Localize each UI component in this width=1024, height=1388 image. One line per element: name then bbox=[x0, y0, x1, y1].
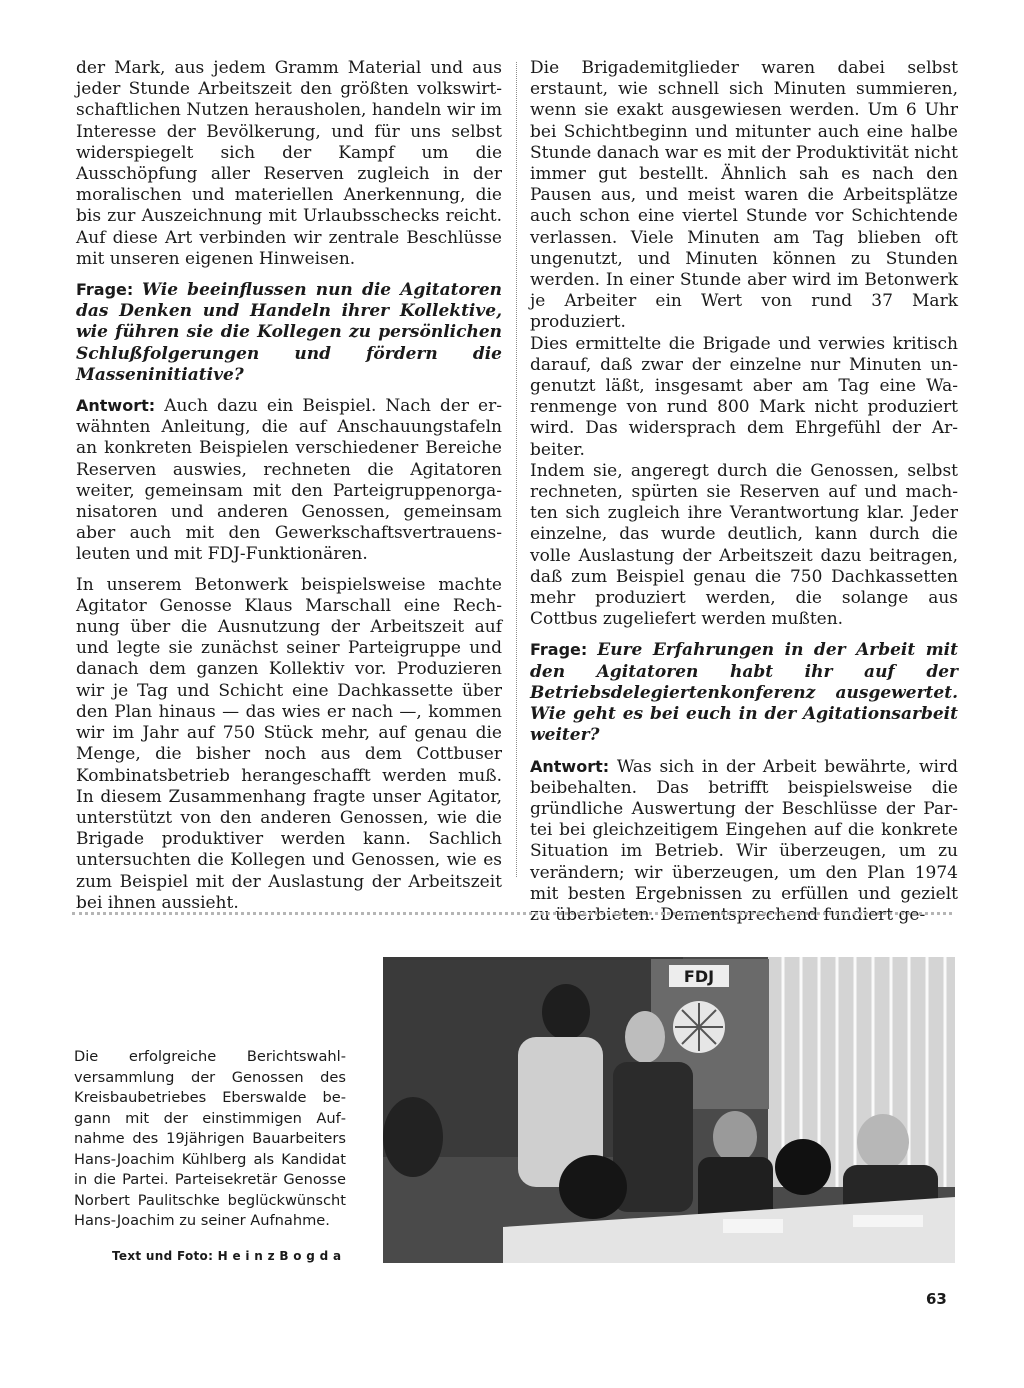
paragraph: Die Brigademitglieder waren dabei selbst erstaunt, wie schnell sich Minuten summieren, wenn sie exakt ausgewiesen werden. Um 6 Uhr bei Schichtbeginn und mitunter auch eine halbe Stunde danach war es mit der Produktivität nicht immer gut bestellt. Ähnlich sah es nach den Pausen aus, und meist waren die Arbeitsplätze auch schon eine viertel Stunde vor Schichtende verlassen. Viele Minuten am Tag blieben oft ungenutzt, und Minuten können zu Stunden werden. In einer Stunde aber wird im Betonwerk je Arbeiter ein Wert von rund 37 Mark produziert. bbox=[530, 58, 958, 333]
photo-caption: Die erfolgreiche Berichtswahlversammlung der Genossen des Kreisbaubetriebes Eberswalde begann mit der einstimmigen Aufnahme des 19jährigen Bauarbeiters Hans-Joachim Kühlberg als Kandidat in die Partei. Parteisekretär Genosse Norbert Paulitschke beglückwünscht Hans-Joachim zu seiner Aufnahme. bbox=[74, 1048, 346, 1229]
flag-text: FDJ bbox=[683, 967, 715, 986]
question bbox=[76, 279, 502, 386]
question-text: Eure Erfahrungen in der Arbeit mit den Agitatoren habt ihr auf der Betriebsdelegiertenkonferenz ausgewertet. Wie geht es bei euch in der Agitationsarbeit weiter? bbox=[530, 640, 958, 746]
answer-label: Antwort: bbox=[76, 396, 156, 416]
answer bbox=[530, 756, 958, 927]
answer-label: Antwort: bbox=[530, 756, 610, 776]
answer bbox=[76, 395, 502, 566]
photo-illustration bbox=[383, 957, 955, 1263]
article-column-right bbox=[530, 58, 958, 935]
photo bbox=[383, 957, 955, 1263]
question-label: Frage: bbox=[530, 640, 588, 660]
paragraph: Indem sie, angeregt durch die Genossen, selbst rechneten, spürten sie Reserven auf und machten sich zugleich ihre Verantwortung klar. Jeder einzelne, das wurde deutlich, kann durch die volle Auslastung der Arbeitszeit dazu beitragen, daß zum Beispiel genau die 750 Dachkassetten mehr produziert werden, die solange aus Cottbus zugeliefert werden mußten. bbox=[530, 460, 958, 630]
question bbox=[530, 639, 958, 746]
article-column-left bbox=[76, 58, 502, 923]
paragraph: Dies ermittelte die Brigade und verwies kritisch darauf, daß zwar der einzelne nur Minuten ungenutzt läßt, insgesamt aber am Tag eine Warenmenge von rund 800 Mark nicht produziert wird. Das widersprach dem Ehrgefühl der Arbeiter. bbox=[530, 333, 958, 460]
answer-text: Was sich in der Arbeit bewährte, wird beibehalten. Das betrifft beispielsweise die gründliche Auswertung der Beschlüsse der Partei bei gleichzeitigem Eingehen auf die konkrete Situation im Betrieb. Wir überzeugen, um zu verändern; wir überzeugen, um den Plan 1974 mit besten Ergebnissen zu erfüllen und gezielt zu überbieten. Dementsprechend fundiert ge- bbox=[530, 756, 958, 925]
section-rule bbox=[72, 912, 952, 915]
page-number: 63 bbox=[926, 1290, 947, 1308]
question-label: Frage: bbox=[76, 280, 134, 300]
photo-credit: Text und Foto: H e i n z B o g d a bbox=[112, 1249, 342, 1263]
paragraph: In unserem Betonwerk beispielsweise machte Agitator Genosse Klaus Marschall eine Rechnung über die Ausnutzung der Arbeitszeit auf und legte sie zunächst seiner Parteigruppe und danach dem ganzen Kollektiv vor. Produzieren wir je Tag und Schicht eine Dachkassette über den Plan hinaus — das wies er nach —, kommen wir im Jahr auf 750 Stück mehr, auf genau die Menge, die bisher noch aus dem Cottbuser Kombinatsbetrieb herangeschafft werden muß. In diesem Zusammenhang fragte unser Agitator, unterstützt von den anderen Genossen, wie die Brigade produktiver werden kann. Sachlich untersuchten die Kollegen und Genossen, wie es zum Beispiel mit der Auslastung der Arbeitszeit bei ihnen aussieht. bbox=[76, 574, 502, 913]
paragraph: der Mark, aus jedem Gramm Material und aus jeder Stunde Arbeitszeit den größten volkswirtschaftlichen Nutzen herausholen, handeln wir im Interesse der Bevölkerung, und für uns selbst widerspiegelt sich der Kampf um die Ausschöpfung aller Reserven zugleich in der moralischen und materiellen Anerkennung, die bis zur Auszeichnung mit Urlaubsschecks reicht. Auf diese Art verbinden wir zentrale Beschlüsse mit unseren eigenen Hinweisen. bbox=[76, 58, 502, 269]
column-divider bbox=[516, 62, 518, 877]
question-text: Wie beeinflussen nun die Agitatoren das Denken und Handeln ihrer Kollektive, wie führen sie die Kollegen zu persönlichen Schlußfolgerungen und fördern die Masseninitiative? bbox=[76, 280, 502, 385]
answer-text: Auch dazu ein Beispiel. Nach der erwähnten Anleitung, die auf Anschauungstafeln an konkreten Beispielen verschiedener Bereiche Reserven auswies, rechneten die Agitatoren weiter, gemeinsam mit den Parteigruppenorganisatoren und anderen Genossen, gemeinsam aber auch mit den Gewerkschaftsvertrauensleuten und mit FDJ-Funktionären. bbox=[76, 396, 502, 565]
